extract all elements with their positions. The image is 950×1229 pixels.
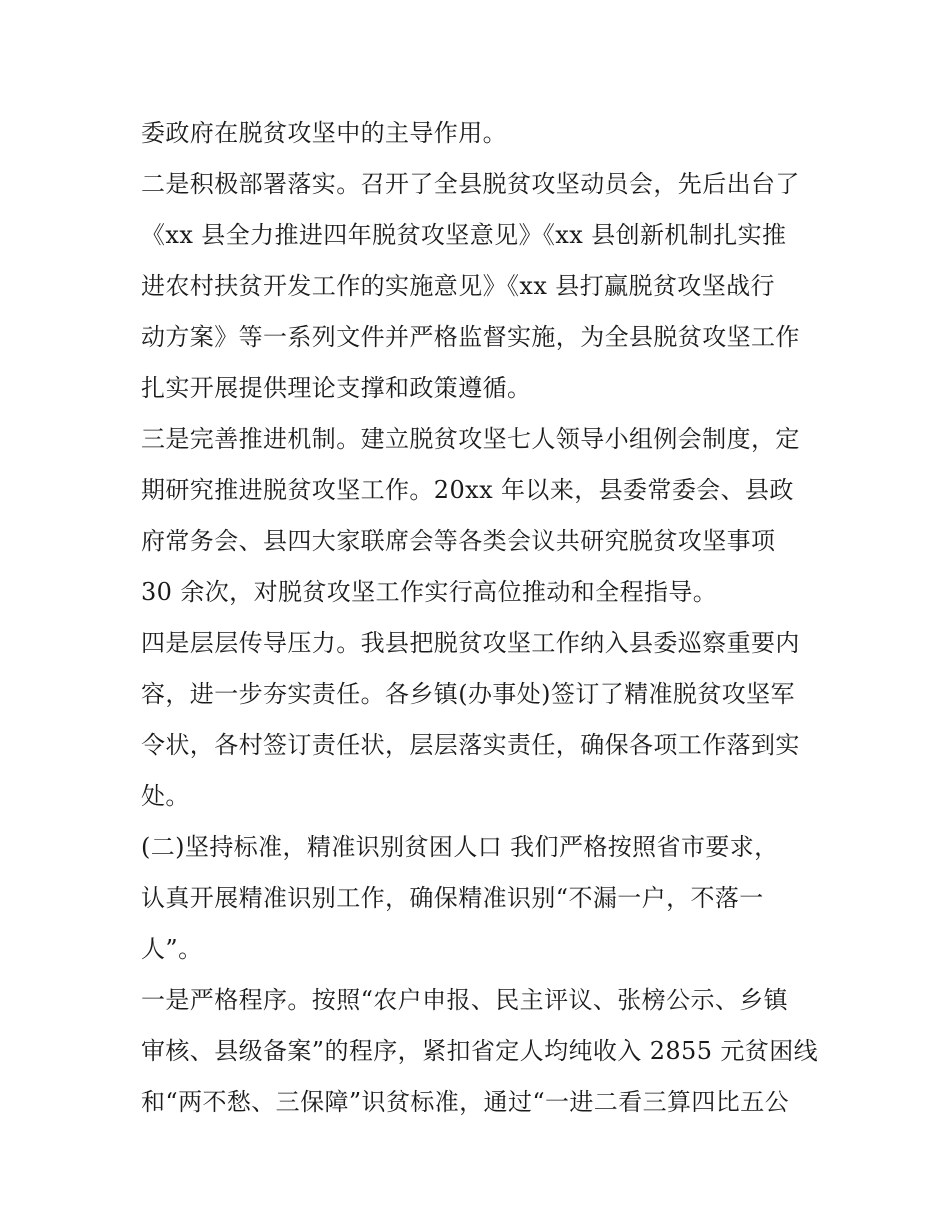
text-line: 府常务会、县四大家联席会等各类会议共研究脱贫攻坚事项 <box>141 527 776 555</box>
text-line: (二)坚持标准，精准识别贫困人口 我们严格按照省市要求， <box>141 833 779 861</box>
text-line: 二是积极部署落实。召开了全县脱贫攻坚动员会，先后出台了 <box>141 170 800 198</box>
text-line: 进农村扶贫开发工作的实施意见》《xx 县打赢脱贫攻坚战行 <box>141 272 775 300</box>
text-line: 处。 <box>141 782 190 810</box>
text-line: 动方案》等一系列文件并严格监督实施，为全县脱贫攻坚工作 <box>141 323 800 351</box>
text-line: 期研究推进脱贫攻坚工作。20xx 年以来，县委常委会、县政 <box>141 476 794 504</box>
text-line: 审核、县级备案”的程序，紧扣省定人均纯收入 2855 元贫困线 <box>141 1037 819 1065</box>
document-body <box>141 108 821 1128</box>
text-line: 令状，各村签订责任状，层层落实责任，确保各项工作落到实 <box>141 731 800 759</box>
text-line: 委政府在脱贫攻坚中的主导作用。 <box>141 119 507 147</box>
text-line: 三是完善推进机制。建立脱贫攻坚七人领导小组例会制度，定 <box>141 425 800 453</box>
text-line: 容，进一步夯实责任。各乡镇(办事处)签订了精准脱贫攻坚军 <box>141 680 795 708</box>
text-line: 《xx 县全力推进四年脱贫攻坚意见》《xx 县创新机制扎实推 <box>141 221 787 249</box>
text-line: 一是严格程序。按照“农户申报、民主评议、张榜公示、乡镇 <box>141 986 789 1014</box>
text-line: 和“两不愁、三保障”识贫标准，通过“一进二看三算四比五公 <box>141 1088 790 1116</box>
text-line: 30 余次，对脱贫攻坚工作实行高位推动和全程指导。 <box>141 578 718 606</box>
text-line: 认真开展精准识别工作，确保精准识别“不漏一户，不落一 <box>141 884 764 912</box>
text-line: 扎实开展提供理论支撑和政策遵循。 <box>141 374 532 402</box>
text-line: 四是层层传导压力。我县把脱贫攻坚工作纳入县委巡察重要内 <box>141 629 800 657</box>
text-line: 人”。 <box>141 935 203 963</box>
